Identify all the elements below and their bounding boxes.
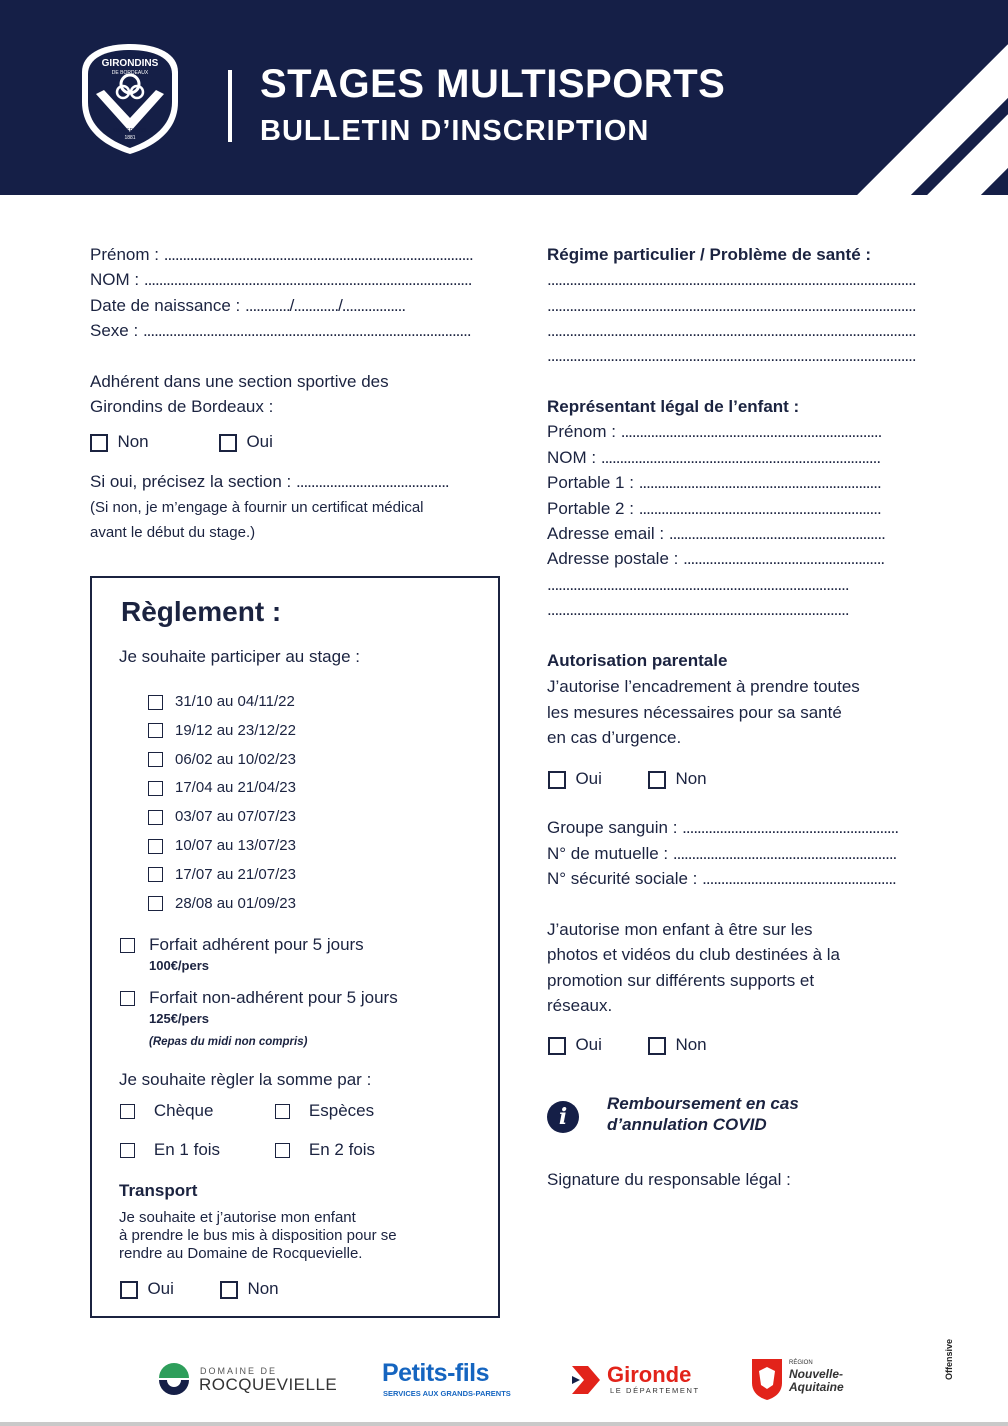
urgence-non-label: Non bbox=[675, 769, 707, 788]
certificat-note-2: avant le début du stage.) bbox=[90, 524, 256, 541]
adherent-non-checkbox[interactable] bbox=[90, 434, 108, 452]
especes-label: Espèces bbox=[308, 1101, 375, 1120]
photo-text-2: photos et vidéos du club destinées à la bbox=[547, 945, 840, 964]
transport-title: Transport bbox=[119, 1181, 198, 1200]
forfait-adherent-label: Forfait adhérent pour 5 jours bbox=[149, 935, 364, 954]
crest-side-text: OMNISPORTS bbox=[113, 128, 147, 134]
stage-date-label: 31/10 au 04/11/22 bbox=[175, 693, 295, 710]
legal-portable2-dots: ................................................................. bbox=[638, 499, 881, 518]
legal-nom-dots: ........................................................................... bbox=[600, 448, 881, 467]
dob-label: Date de naissance : bbox=[90, 296, 241, 315]
forfait-adherent-checkbox[interactable] bbox=[120, 938, 135, 953]
signature-label: Signature du responsable légal : bbox=[547, 1170, 791, 1189]
stage-date-label: 28/08 au 01/09/23 bbox=[175, 894, 296, 912]
health-line[interactable]: ................................................................................................... bbox=[547, 321, 916, 340]
petits-fils-logo: Petits-fils bbox=[382, 1359, 490, 1387]
page-subtitle: BULLETIN D’INSCRIPTION bbox=[260, 115, 650, 147]
stage-date-option[interactable] bbox=[148, 693, 295, 710]
en2fois-option[interactable] bbox=[275, 1140, 375, 1160]
stage-date-option[interactable] bbox=[148, 808, 296, 825]
en1fois-option[interactable] bbox=[120, 1140, 220, 1160]
info-icon: i bbox=[547, 1101, 579, 1133]
forfait-nonadherent-label: Forfait non-adhérent pour 5 jours bbox=[149, 988, 398, 1007]
section-dots: ......................................... bbox=[296, 472, 449, 491]
health-line[interactable]: ................................................................................................... bbox=[547, 296, 916, 315]
section-label: Si oui, précisez la section : bbox=[90, 472, 292, 491]
stage-date-label: 17/07 au 21/07/23 bbox=[175, 865, 296, 883]
secu-label: N° sécurité sociale : bbox=[547, 869, 698, 888]
sexe-field[interactable] bbox=[90, 321, 471, 341]
transport-non-option[interactable] bbox=[220, 1279, 279, 1299]
prenom-dots: ................................................................................... bbox=[163, 245, 473, 264]
forfait-nonadherent-price: 125€/pers bbox=[149, 1011, 209, 1026]
legal-prenom-field[interactable] bbox=[547, 422, 881, 442]
legal-prenom-label: Prénom : bbox=[547, 422, 616, 441]
crest-sub-text: DE BORDEAUX bbox=[111, 70, 149, 76]
transport-oui-checkbox[interactable] bbox=[120, 1281, 138, 1299]
especes-option[interactable] bbox=[275, 1101, 374, 1121]
urgence-oui-option[interactable] bbox=[548, 769, 602, 789]
photo-non-option[interactable] bbox=[648, 1035, 707, 1055]
stage-date-option[interactable] bbox=[148, 837, 296, 854]
legal-nom-field[interactable] bbox=[547, 448, 880, 468]
gironde-name: Gironde bbox=[607, 1362, 692, 1387]
stage-date-checkbox[interactable] bbox=[148, 867, 163, 882]
health-line[interactable]: ................................................................................................... bbox=[547, 270, 916, 289]
transport-text-2: à prendre le bus mis à disposition pour se bbox=[119, 1227, 397, 1244]
adherent-question-2: Girondins de Bordeaux : bbox=[90, 397, 274, 416]
photo-oui-checkbox[interactable] bbox=[548, 1037, 566, 1055]
photo-oui-option[interactable] bbox=[548, 1035, 602, 1055]
legal-portable2-label: Portable 2 : bbox=[547, 499, 634, 518]
rocquevielle-name: ROCQUEVIELLE bbox=[199, 1375, 338, 1394]
adherent-oui-label: Oui bbox=[246, 432, 273, 451]
legal-title: Représentant légal de l’enfant : bbox=[547, 397, 800, 416]
certificat-note-1: (Si non, je m’engage à fournir un certificat médical bbox=[90, 499, 424, 516]
stage-date-option[interactable] bbox=[148, 779, 296, 796]
crest-top-text: GIRONDINS bbox=[101, 58, 159, 69]
mutuelle-label: N° de mutuelle : bbox=[547, 844, 669, 863]
legal-portable2-field[interactable] bbox=[547, 499, 881, 519]
photo-text-4: réseaux. bbox=[547, 996, 613, 1015]
region-small-text: RÉGION bbox=[789, 1360, 813, 1366]
header-divider bbox=[228, 70, 232, 142]
covid-text-2: d’annulation COVID bbox=[607, 1115, 767, 1134]
legal-postal-line[interactable]: ................................................................................. bbox=[547, 575, 849, 594]
adherent-non-option[interactable] bbox=[90, 432, 149, 452]
stage-date-checkbox[interactable] bbox=[148, 695, 163, 710]
stage-date-option[interactable] bbox=[148, 866, 296, 883]
payment-intro: Je souhaite règler la somme par : bbox=[119, 1070, 372, 1089]
stage-date-option[interactable] bbox=[148, 895, 296, 912]
stage-date-label: 17/04 au 21/04/23 bbox=[175, 779, 296, 797]
stage-date-checkbox[interactable] bbox=[148, 723, 163, 738]
photo-text-3: promotion sur différents supports et bbox=[547, 971, 815, 990]
photo-oui-label: Oui bbox=[575, 1035, 602, 1054]
mutuelle-dots: ............................................................ bbox=[672, 844, 897, 863]
stage-date-checkbox[interactable] bbox=[148, 839, 163, 854]
nom-dots: ........................................................................................ bbox=[143, 270, 472, 289]
stage-date-option[interactable] bbox=[148, 722, 296, 739]
page-title: STAGES MULTISPORTS bbox=[260, 62, 726, 106]
legal-email-label: Adresse email : bbox=[547, 524, 665, 543]
en2fois-checkbox[interactable] bbox=[275, 1143, 290, 1158]
transport-non-checkbox[interactable] bbox=[220, 1281, 238, 1299]
reglement-title: Règlement : bbox=[121, 596, 282, 627]
dob-field[interactable] bbox=[90, 296, 405, 316]
gironde-logo-icon bbox=[568, 1362, 604, 1398]
forfait-nonadherent-option[interactable] bbox=[120, 988, 398, 1008]
health-title: Régime particulier / Problème de santé : bbox=[547, 245, 872, 264]
repas-note: (Repas du midi non compris) bbox=[149, 1036, 308, 1048]
autorisation-title: Autorisation parentale bbox=[547, 651, 728, 670]
autorisation-text-3: en cas d’urgence. bbox=[547, 728, 682, 747]
nom-label: NOM : bbox=[90, 270, 140, 289]
stage-date-label: 03/07 au 07/07/23 bbox=[175, 808, 296, 826]
prenom-field[interactable] bbox=[90, 245, 473, 265]
photo-text-1: J’autorise mon enfant à être sur les bbox=[547, 920, 813, 939]
forfait-adherent-price: 100€/pers bbox=[149, 958, 209, 973]
health-line[interactable]: ................................................................................................... bbox=[547, 346, 916, 365]
transport-text-1: Je souhaite et j’autorise mon enfant bbox=[119, 1209, 356, 1226]
cheque-option[interactable] bbox=[120, 1101, 213, 1121]
urgence-oui-label: Oui bbox=[575, 769, 602, 788]
urgence-oui-checkbox[interactable] bbox=[548, 771, 566, 789]
autorisation-text-2: les mesures nécessaires pour sa santé bbox=[547, 703, 842, 722]
legal-portable1-field[interactable] bbox=[547, 473, 881, 493]
legal-portable1-label: Portable 1 : bbox=[547, 473, 634, 492]
transport-oui-option[interactable] bbox=[120, 1279, 174, 1299]
photo-non-label: Non bbox=[675, 1035, 707, 1054]
stage-date-checkbox[interactable] bbox=[148, 896, 163, 911]
covid-text-1: Remboursement en cas bbox=[607, 1094, 799, 1113]
en1fois-label: En 1 fois bbox=[153, 1140, 221, 1159]
legal-nom-label: NOM : bbox=[547, 448, 597, 467]
transport-text-3: rendre au Domaine de Rocquevielle. bbox=[119, 1245, 363, 1262]
transport-oui-label: Oui bbox=[147, 1279, 174, 1298]
stage-date-checkbox[interactable] bbox=[148, 752, 163, 767]
forfait-nonadherent-checkbox[interactable] bbox=[120, 991, 135, 1006]
groupe-sanguin-label: Groupe sanguin : bbox=[547, 818, 678, 837]
cheque-checkbox[interactable] bbox=[120, 1104, 135, 1119]
transport-non-label: Non bbox=[247, 1279, 279, 1298]
urgence-non-option[interactable] bbox=[648, 769, 707, 789]
sexe-label: Sexe : bbox=[90, 321, 139, 340]
crest-year: 1881 bbox=[124, 135, 136, 141]
forfait-adherent-option[interactable] bbox=[120, 935, 364, 955]
legal-postal-dots: ...................................................... bbox=[683, 549, 885, 568]
groupe-sanguin-dots: .......................................................... bbox=[682, 818, 899, 837]
legal-prenom-dots: ...................................................................... bbox=[620, 422, 882, 441]
rocquevielle-small-text: DOMAINE DE bbox=[200, 1366, 278, 1376]
cheque-label: Chèque bbox=[153, 1101, 214, 1120]
petits-fils-tagline: SERVICES AUX GRANDS-PARENTS bbox=[383, 1389, 511, 1398]
region-name-2: Aquitaine bbox=[789, 1380, 844, 1394]
especes-checkbox[interactable] bbox=[275, 1104, 290, 1119]
stage-date-option[interactable] bbox=[148, 751, 296, 768]
stage-date-label: 10/07 au 13/07/23 bbox=[175, 837, 296, 854]
en2fois-label: En 2 fois bbox=[308, 1140, 376, 1159]
legal-postal-label: Adresse postale : bbox=[547, 549, 679, 568]
urgence-non-checkbox[interactable] bbox=[648, 771, 666, 789]
adherent-question-1: Adhérent dans une section sportive des bbox=[90, 372, 389, 391]
girondins-crest-logo bbox=[78, 42, 182, 156]
legal-postal-line[interactable]: ................................................................................. bbox=[547, 600, 849, 619]
stage-date-label: 06/02 au 10/02/23 bbox=[175, 750, 296, 768]
mutuelle-field[interactable] bbox=[547, 844, 896, 864]
stage-date-label: 19/12 au 23/12/22 bbox=[175, 721, 296, 739]
section-field[interactable] bbox=[90, 472, 449, 492]
dob-dots: ............/............/................. bbox=[245, 296, 406, 315]
en1fois-checkbox[interactable] bbox=[120, 1143, 135, 1158]
secu-field[interactable] bbox=[547, 869, 896, 889]
sexe-dots: ........................................................................................ bbox=[142, 321, 471, 340]
photo-non-checkbox[interactable] bbox=[648, 1037, 666, 1055]
region-name-1: Nouvelle- bbox=[789, 1367, 844, 1381]
groupe-sanguin-field[interactable] bbox=[547, 818, 898, 838]
adherent-non-label: Non bbox=[117, 432, 149, 451]
adherent-oui-option[interactable] bbox=[219, 432, 273, 452]
stage-date-checkbox[interactable] bbox=[148, 810, 163, 825]
prenom-label: Prénom : bbox=[90, 245, 159, 264]
stage-intro: Je souhaite participer au stage : bbox=[119, 647, 360, 666]
secu-dots: .................................................... bbox=[702, 869, 896, 888]
legal-email-field[interactable] bbox=[547, 524, 885, 544]
adherent-oui-checkbox[interactable] bbox=[219, 434, 237, 452]
nom-field[interactable] bbox=[90, 270, 471, 290]
nouvelle-aquitaine-crest bbox=[750, 1357, 784, 1401]
agency-credit: Offensive bbox=[944, 1338, 954, 1380]
page-bottom-edge bbox=[0, 1422, 1008, 1426]
autorisation-text-1: J’autorise l’encadrement à prendre toutes bbox=[547, 677, 860, 696]
legal-email-dots: .......................................................... bbox=[668, 524, 885, 543]
rocquevielle-logo-icon bbox=[157, 1361, 191, 1395]
gironde-tagline: LE DÉPARTEMENT bbox=[610, 1386, 700, 1395]
stage-date-checkbox[interactable] bbox=[148, 781, 163, 796]
legal-portable1-dots: ................................................................. bbox=[638, 473, 881, 492]
legal-postal-field[interactable] bbox=[547, 549, 884, 569]
